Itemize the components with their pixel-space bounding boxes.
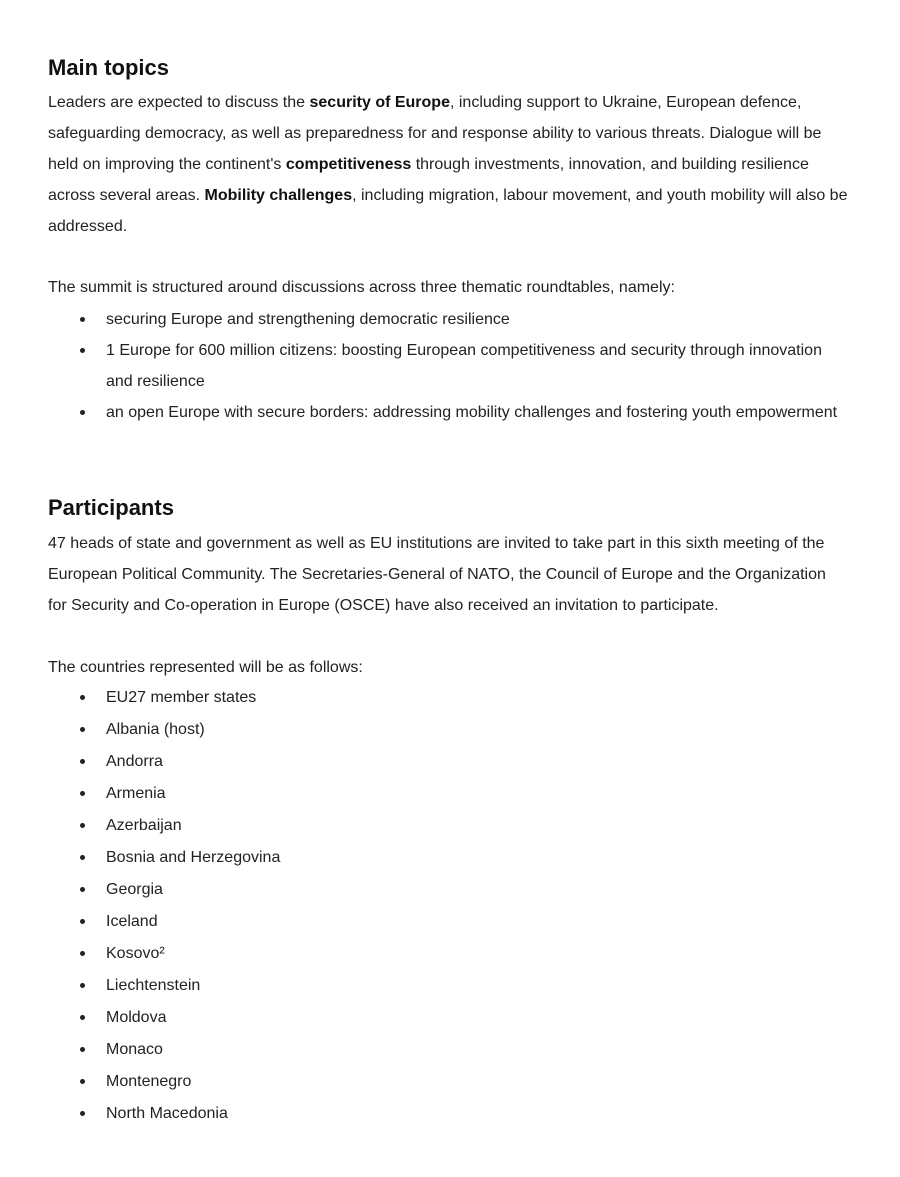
participants-paragraph: 47 heads of state and government as well as EU institutions are invited to take part in this sixth meeting of the European Political Community. The Secretaries-General of NATO, the Council of Europe and the Organization for Security and Co-operation in Europe (OSCE) have also received an invitation to participate. <box>48 535 826 614</box>
list-item: Kosovo² <box>48 938 838 970</box>
participants-heading: Participants <box>48 495 174 520</box>
intro-bold-competitiveness: competitiveness <box>285 156 412 173</box>
list-item: Georgia <box>48 874 838 906</box>
roundtables-intro: The summit is structured around discussions across three thematic roundtables, namely: <box>48 279 675 296</box>
list-item: Azerbaijan <box>48 810 838 842</box>
list-item: Moldova <box>48 1002 838 1034</box>
list-item: North Macedonia <box>48 1098 838 1130</box>
roundtables-list <box>48 304 838 428</box>
countries-intro: The countries represented will be as follows: <box>48 659 363 676</box>
list-item: Montenegro <box>48 1066 838 1098</box>
intro-bold-mobility: Mobility challenges <box>204 187 353 204</box>
intro-text-3: through investments, innovation, and building resilience across several areas. <box>48 156 809 204</box>
list-item: EU27 member states <box>48 682 838 714</box>
list-item: Armenia <box>48 778 838 810</box>
main-topics-paragraph <box>48 87 848 242</box>
list-item: Monaco <box>48 1034 838 1066</box>
list-item: 1 Europe for 600 million citizens: boosting European competitiveness and security through innovation and resilience <box>48 335 838 397</box>
main-topics-heading: Main topics <box>48 55 170 80</box>
list-item: Liechtenstein <box>48 970 838 1002</box>
list-item: Iceland <box>48 906 838 938</box>
list-item: Andorra <box>48 746 838 778</box>
list-item: an open Europe with secure borders: addressing mobility challenges and fostering youth empowerment <box>48 397 838 428</box>
intro-bold-security: security of Europe <box>309 94 450 111</box>
list-item: Albania (host) <box>48 714 838 746</box>
intro-text-4: , including migration, labour movement, and youth mobility will also be addressed. <box>48 187 848 235</box>
list-item: securing Europe and strengthening democratic resilience <box>48 304 838 335</box>
intro-text-2: , including support to Ukraine, European defence, safeguarding democracy, as well as preparedness for and response ability to various threats. Dialogue will be held on improving the continent's <box>48 94 822 173</box>
countries-list <box>48 682 838 1130</box>
intro-text-1: Leaders are expected to discuss the <box>48 94 310 111</box>
list-item: Bosnia and Herzegovina <box>48 842 838 874</box>
